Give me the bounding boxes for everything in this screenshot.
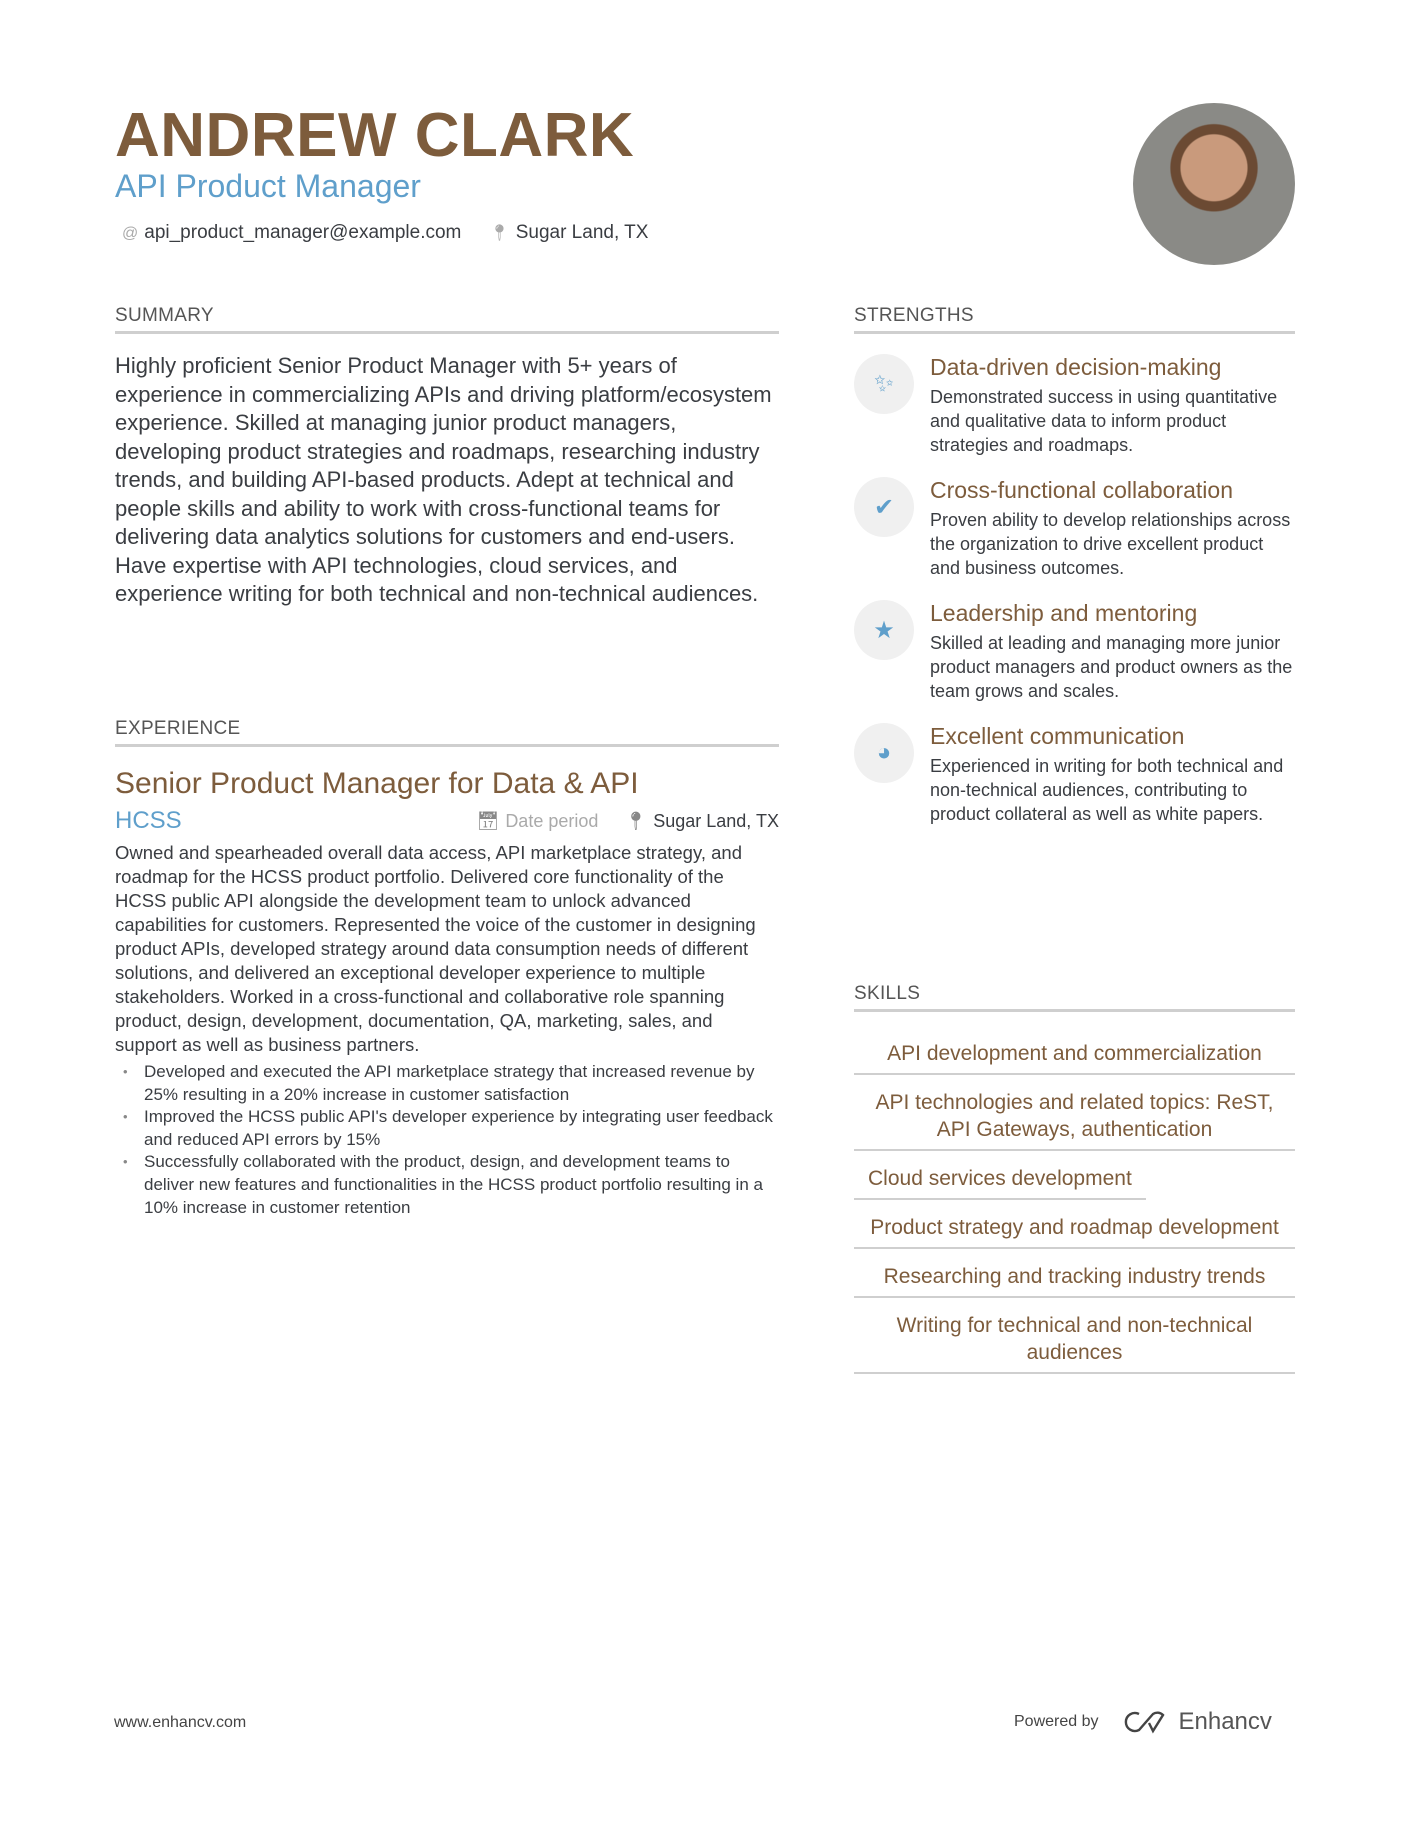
section-heading: SKILLS	[854, 983, 1295, 1012]
bullet-item: • Improved the HCSS public API's developer experience by integrating user feedback and reduced API errors by 15%	[115, 1106, 779, 1151]
calendar-icon: 📅︎	[476, 810, 500, 831]
section-heading: STRENGTHS	[854, 305, 1295, 334]
strength-title: Excellent communication	[930, 723, 1185, 749]
strength-text: Experienced in writing for both technical and non-technical audiences, contributing to product collateral as well as white papers.	[930, 756, 1284, 824]
skill-item: Product strategy and roadmap development	[854, 1200, 1295, 1249]
strength-title: Cross-functional collaboration	[930, 477, 1233, 503]
skill-item: Cloud services development	[854, 1151, 1146, 1200]
star-icon: ★	[854, 600, 914, 660]
location: Sugar Land, TX	[515, 222, 649, 243]
job-date: Date period	[505, 810, 599, 831]
job-bullets	[115, 1061, 779, 1219]
bullet-item: • Successfully collaborated with the product, design, and development teams to deliver new features and functionalities in the HCSS product portfolio resulting in a 10% increase in customer retention	[115, 1151, 779, 1219]
strength-item	[854, 600, 1295, 703]
skill-item: API technologies and related topics: ReST, API Gateways, authentication	[854, 1075, 1295, 1151]
email[interactable]: api_product_manager@example.com	[144, 222, 462, 243]
job-title: Senior Product Manager for Data & API	[115, 767, 639, 800]
website-link[interactable]: www.enhancv.com	[114, 1714, 247, 1731]
section-heading: EXPERIENCE	[115, 718, 779, 747]
contact-info	[122, 222, 648, 244]
location-pin-icon: 📍︎	[489, 225, 510, 242]
skill-item: API development and commercialization	[854, 1026, 1295, 1075]
company-name: HCSS	[115, 807, 182, 834]
at-icon: @	[122, 225, 139, 242]
skills-section	[854, 983, 1295, 1374]
bullet-item: • Developed and executed the API marketplace strategy that increased revenue by 25% resulting in a 20% increase in customer satisfaction	[115, 1061, 779, 1106]
candidate-title: API Product Manager	[115, 168, 421, 204]
experience-section	[115, 718, 779, 1219]
email-item	[122, 222, 461, 244]
strength-title: Data-driven decision-making	[930, 354, 1222, 380]
section-heading: SUMMARY	[115, 305, 779, 334]
strengths-section	[854, 305, 1295, 826]
strength-item	[854, 477, 1295, 580]
strength-item	[854, 354, 1295, 457]
skill-item: Writing for technical and non-technical audiences	[854, 1298, 1295, 1374]
strength-title: Leadership and mentoring	[930, 600, 1198, 626]
brand-name: Enhancv	[1178, 1708, 1272, 1735]
location-item	[489, 222, 648, 244]
strength-text: Demonstrated success in using quantitative and qualitative data to inform product strategies and roadmaps.	[930, 387, 1278, 455]
job-description: Owned and spearheaded overall data access, API marketplace strategy, and roadmap for the HCSS product portfolio. Delivered core functionality of the HCSS public API alongside the development team to unlock advanced capabilities for customers. Represented the voice of the customer in designing product APIs, developed strategy around data consumption needs of different solutions, and delivered an exceptional developer experience to multiple stakeholders. Worked in a cross-functional and collaborative role spanning product, design, development, documentation, QA, marketing, sales, and support as well as business partners.	[115, 842, 756, 1055]
avatar	[1133, 103, 1295, 265]
job-location: Sugar Land, TX	[653, 810, 779, 831]
summary-section	[115, 305, 779, 609]
magic-wand-icon: ✨︎	[854, 354, 914, 414]
location-pin-icon: 📍︎	[624, 810, 648, 831]
candidate-name: ANDREW CLARK	[115, 101, 635, 170]
powered-by-label: Powered by	[1014, 1713, 1099, 1730]
enhancv-logo[interactable]	[1123, 1708, 1272, 1736]
job-entry	[115, 767, 779, 1219]
enhancv-logo-icon	[1123, 1709, 1169, 1735]
strength-item	[854, 723, 1295, 826]
head-speech-icon: ◕	[854, 723, 914, 783]
check-icon: ✔︎	[854, 477, 914, 537]
strength-text: Skilled at leading and managing more junior product managers and product owners as the team grows and scales.	[930, 633, 1293, 701]
skill-item: Researching and tracking industry trends	[854, 1249, 1295, 1298]
summary-text: Highly proficient Senior Product Manager with 5+ years of experience in commercializing APIs and driving platform/ecosystem experience. Skilled at managing junior product managers, developing product strategies and roadmaps, researching industry trends, and building API-based products. Adept at technical and people skills and ability to work with cross-functional teams for delivering data analytics solutions for customers and end-users. Have expertise with API technologies, cloud services, and experience writing for both technical and non-technical audiences.	[115, 353, 772, 606]
powered-by	[1014, 1708, 1272, 1736]
strength-text: Proven ability to develop relationships across the organization to drive excellent product and business outcomes.	[930, 510, 1291, 578]
